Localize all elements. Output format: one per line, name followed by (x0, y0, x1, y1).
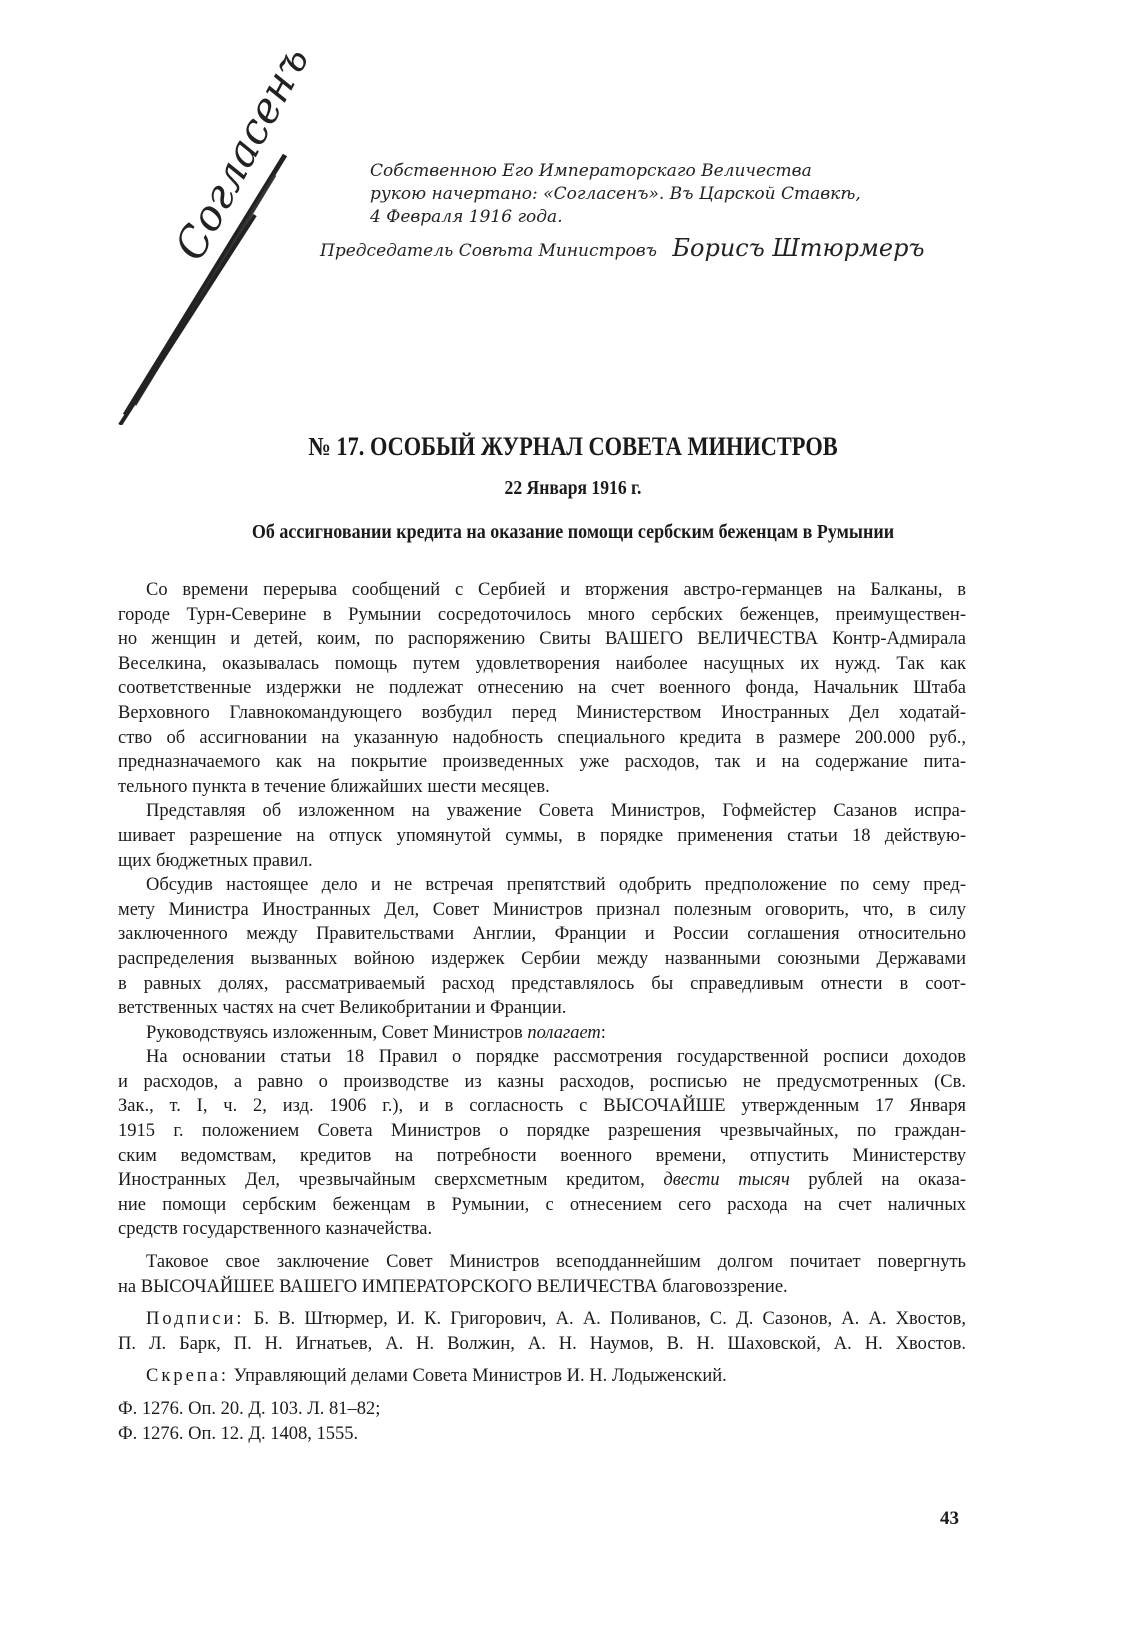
skrepa-label: Скрепа: (146, 1366, 230, 1387)
text-line: Ф. 1276. Оп. 12. Д. 1408, 1555. (118, 1423, 359, 1444)
text-line: в равных долях, рассматриваемый расход представлялось бы справедливым отнести в соот- (118, 973, 966, 994)
signatures-label: Подписи: (146, 1309, 245, 1330)
text-line: заключенного между Правительствами Англии, Франции и России соглашения относительно (118, 924, 966, 945)
document-date: 22 Января 1916 г. (504, 477, 642, 499)
text-line: ние помощи сербским беженцам в Румынии, с отнесением сего расхода на счет наличных (118, 1194, 966, 1215)
text-line: на ВЫСОЧАЙШЕЕ ВАШЕГО ИМПЕРАТОРСКОГО ВЕЛИЧЕСТВА благовоззрение. (118, 1276, 788, 1297)
document-title: № 17. ОСОБЫЙ ЖУРНАЛ СОВЕТА МИНИСТРОВ (308, 432, 838, 461)
skrepa-text: Управляющий делами Совета Министров И. Н. Лодыженский. (229, 1366, 727, 1387)
text-line: ветственных частях на счет Великобритании и Франции. (118, 998, 567, 1019)
page-number: 43 (940, 1508, 959, 1529)
text-line: но женщин и детей, коим, по распоряжению Свиты ВАШЕГО ВЕЛИЧЕСТВА Контр-Адмирала (118, 629, 966, 650)
text-line: П. Л. Барк, П. Н. Игнатьев, А. Н. Волжин, А. Н. Наумов, В. Н. Шаховской, А. Н. Хвостов. (118, 1333, 966, 1354)
spacer (118, 1356, 966, 1364)
text-segment: рублей на оказа- (789, 1170, 966, 1191)
text-line: ство об ассигновании на указанную надобность специального кредита в размере 200.000 руб., (118, 727, 966, 748)
handwritten-note (320, 160, 990, 263)
text-line: предназначаемого как на покрытие произведенных уже расходов, так и на содержание пита- (118, 752, 966, 773)
text-line: мету Министра Иностранных Дел, Совет Министров признал полезным оговорить, что, в силу (118, 899, 966, 920)
text-line: Обсудив настоящее дело и не встречая препятствий одобрить предположение по сему пред- (146, 875, 966, 896)
text-line: Верховного Главнокомандующего возбудил перед Министерством Иностранных Дел ходатай- (118, 702, 966, 723)
spacer (118, 1299, 966, 1307)
text-line: На основании статьи 18 Правил о порядке рассмотрения государственной росписи доходов (146, 1047, 966, 1068)
emphasis-text: двести тысяч (663, 1170, 790, 1191)
note-line: 4 Февраля 1916 года. (370, 207, 563, 227)
text-line: Со времени перерыва сообщений с Сербией и вторжения австро-германцев на Балканы, в (146, 580, 966, 600)
text-segment: Руководствуясь изложенным, Совет Министров (146, 1022, 528, 1043)
text-line: и расходов, а равно о производстве из казны расходов, росписью не предусмотренных (Св. (118, 1071, 966, 1092)
chairman-label: Председатель Совѣта Министровъ (320, 241, 657, 261)
text-line (118, 1021, 966, 1046)
text-line: Представляя об изложенном на уважение Совета Министров, Гофмейстер Сазанов испра- (146, 801, 966, 822)
text-segment: : (600, 1022, 606, 1043)
text-segment: Иностранных Дел, чрезвычайным сверхсметным кредитом, (118, 1170, 664, 1191)
text-line: щих бюджетных правил. (118, 850, 313, 871)
text-line: ским ведомствам, кредитов на потребности военного времени, отпустить Министерству (118, 1145, 966, 1166)
chairman-signature: Борисъ Штюрмеръ (672, 234, 925, 262)
spacer (118, 1242, 966, 1250)
text-line: соответственные издержки не подлежат отнесению на счет военного фонда, Начальник Штаба (118, 678, 966, 699)
text-line: средств государственного казначейства. (118, 1219, 433, 1240)
note-line: Собственною Его Императорскаго Величества (370, 161, 812, 181)
text-line: городе Турн-Северине в Румынии сосредоточилось много сербских беженцев, преимуществен- (118, 604, 966, 625)
emphasis-text: полагает (527, 1022, 601, 1043)
text-line: Зак., т. I, ч. 2, изд. 1906 г.), и в согласность с ВЫСОЧАЙШЕ утвержденным 17 Января (118, 1096, 966, 1117)
text-line: Веселкина, оказывалась помощь путем удовлетворения наиболее насущных их нужд. Так как (118, 653, 966, 674)
resolution-word: Согласенъ (165, 37, 319, 269)
text-line (118, 1168, 966, 1193)
chairman-line (320, 234, 990, 263)
spacer (118, 1389, 966, 1397)
text-line: Ф. 1276. Оп. 20. Д. 103. Л. 81–82; (118, 1399, 381, 1419)
text-line: тельного пункта в течение ближайших шести месяцев. (118, 776, 550, 797)
text-line: распределения вызванных войною издержек Сербии между названными союзными Державами (118, 948, 966, 969)
note-line: рукою начертано: «Согласенъ». Въ Царской Ставкѣ, (370, 184, 861, 204)
text-line: 1915 г. положением Совета Министров о порядке разрешения чрезвычайных, по граждан- (118, 1121, 966, 1142)
imperial-resolution-handwriting (105, 37, 335, 425)
text-line (118, 1364, 966, 1389)
document-subject: Об ассигновании кредита на оказание помощи сербским беженцам в Румынии (251, 521, 895, 543)
text-line: Таковое свое заключение Совет Министров всеподданнейшим долгом почитает повергнуть (146, 1252, 966, 1273)
document-body (118, 578, 966, 1446)
text-line (118, 1307, 966, 1332)
signatures-text: Б. В. Штюрмер, И. К. Григорович, А. А. Поливанов, С. Д. Сазонов, А. А. Хвостов, (244, 1309, 966, 1330)
text-line: шивает разрешение на отпуск упомянутой суммы, в порядке применения статьи 18 действую- (118, 825, 966, 846)
